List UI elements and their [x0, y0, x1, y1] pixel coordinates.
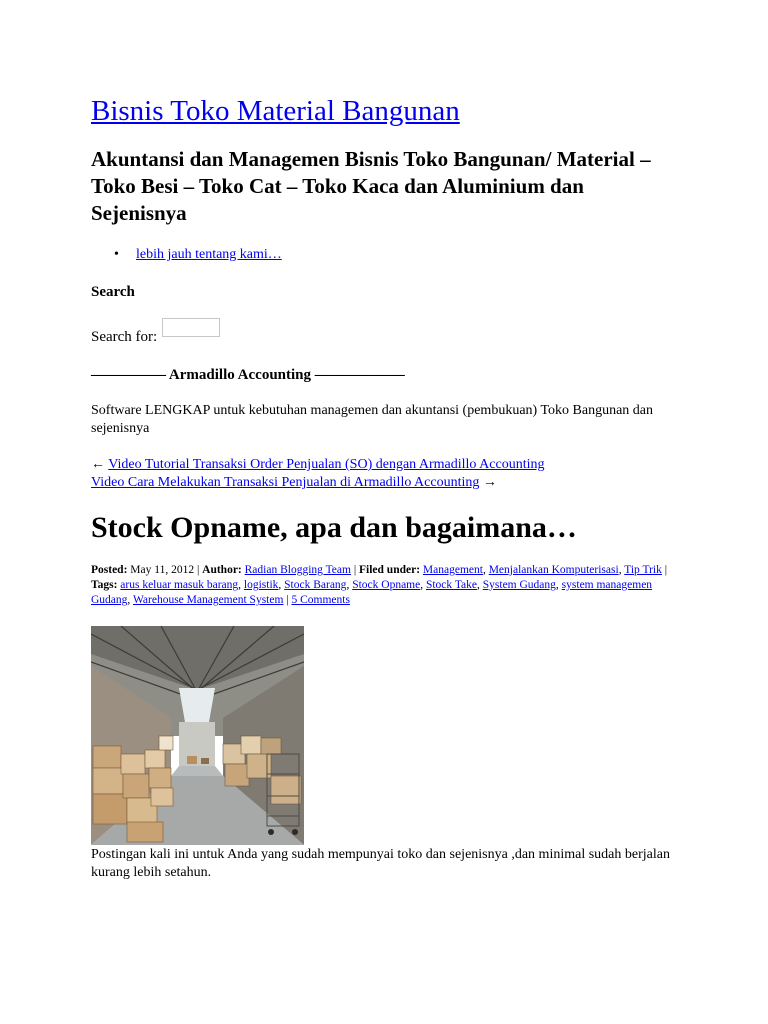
comma: ,	[238, 579, 244, 591]
search-heading: Search	[91, 284, 135, 300]
right-arrow-icon: →	[482, 475, 497, 490]
next-post	[91, 474, 544, 492]
tag-link[interactable]: arus keluar masuk barang	[120, 579, 239, 591]
widget-description: Software LENGKAP untuk kebutuhan managemen dan akuntansi (pembukuan) Toko Bangunan dan sejenisnya	[91, 403, 654, 436]
post-meta	[91, 563, 676, 608]
comma: ,	[477, 579, 483, 591]
site-title-link[interactable]: Bisnis Toko Material Bangunan	[91, 95, 460, 127]
tag-link[interactable]: logistik	[243, 579, 279, 591]
search-label: Search for:	[91, 329, 158, 345]
comma: ,	[618, 564, 625, 576]
posted-label: Posted:	[91, 564, 128, 576]
search-input[interactable]	[162, 318, 220, 337]
comma: ,	[127, 594, 133, 606]
list-item	[91, 246, 282, 264]
category-link[interactable]: Management	[422, 564, 483, 576]
meta-separator: |	[350, 564, 360, 576]
meta-separator: |	[283, 594, 292, 606]
tag-link[interactable]: system managemen Gudang	[91, 579, 653, 606]
post-title: Stock Opname, apa dan bagaimana…	[91, 511, 577, 544]
tag-link[interactable]: Stock Barang	[284, 579, 347, 591]
comma: ,	[346, 579, 353, 591]
filed-under-label: Filed under:	[359, 564, 421, 576]
site-title	[91, 93, 460, 129]
post-body: Postingan kali ini untuk Anda yang sudah mempunyai toko dan sejenisnya ,dan minimal sudah berjalan kurang lebih setahun.	[91, 847, 670, 880]
previous-post-link[interactable]: Video Tutorial Transaksi Order Penjualan (SO) dengan Armadillo Accounting	[108, 457, 545, 472]
comma: ,	[555, 579, 562, 591]
comments-link[interactable]: 5 Comments	[291, 594, 350, 606]
site-tagline: Akuntansi dan Managemen Bisnis Toko Bangunan/ Material – Toko Besi – Toko Cat – Toko Kaca dan Aluminium dan Sejenisnya	[91, 147, 651, 225]
post-navigation	[91, 456, 544, 492]
tag-link[interactable]: System Gudang	[482, 579, 556, 591]
comma: ,	[420, 579, 426, 591]
comma: ,	[482, 564, 489, 576]
widget-title: ————— Armadillo Accounting ——————	[91, 367, 405, 383]
next-post-link[interactable]: Video Cara Melakukan Transaksi Penjualan di Armadillo Accounting	[91, 475, 480, 490]
category-link[interactable]: Tip Trik	[624, 564, 662, 576]
posted-date: May 11, 2012	[130, 564, 195, 576]
meta-separator: |	[661, 564, 668, 576]
category-link[interactable]: Menjalankan Komputerisasi	[488, 564, 619, 576]
author-label: Author:	[202, 564, 242, 576]
search-form	[91, 318, 220, 346]
meta-separator: |	[194, 564, 203, 576]
warehouse-image	[91, 626, 304, 845]
bullet-icon: •	[114, 247, 119, 262]
previous-post	[91, 456, 544, 474]
tag-link[interactable]: Stock Take	[425, 579, 478, 591]
tags-label: Tags:	[91, 579, 118, 591]
comma: ,	[278, 579, 285, 591]
page-nav-list	[91, 246, 282, 264]
tag-link[interactable]: Stock Opname	[352, 579, 421, 591]
tag-link[interactable]: Warehouse Management System	[132, 594, 284, 606]
left-arrow-icon: ←	[91, 457, 105, 472]
about-link[interactable]: lebih jauh tentang kami…	[136, 247, 282, 262]
author-link[interactable]: Radian Blogging Team	[244, 564, 351, 576]
